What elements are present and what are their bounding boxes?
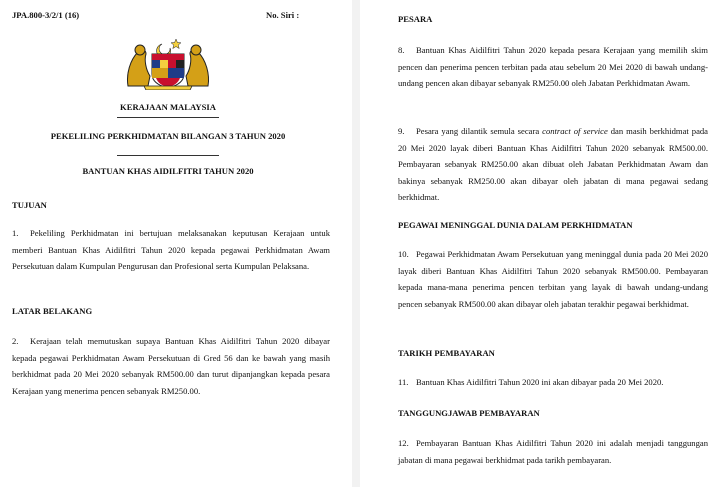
reference-number: JPA.800-3/2/1 (16) — [12, 10, 80, 20]
paragraph-2 — [12, 333, 330, 399]
section-heading: PESARA — [398, 14, 433, 24]
section-heading: TANGGUNGJAWAB PEMBAYARAN — [398, 408, 540, 418]
section-heading: TUJUAN — [12, 200, 47, 210]
divider — [117, 155, 219, 156]
government-title: KERAJAAN MALAYSIA — [120, 102, 216, 112]
paragraph-number: 10. — [398, 249, 409, 259]
paragraph-number: 11. — [398, 377, 409, 387]
page-gutter — [352, 0, 360, 487]
divider — [117, 117, 219, 118]
section-heading: TARIKH PEMBAYARAN — [398, 348, 495, 358]
paragraph-11 — [398, 374, 708, 391]
circular-subject: BANTUAN KHAS AIDILFITRI TAHUN 2020 — [82, 166, 254, 176]
coat-of-arms-icon — [120, 36, 216, 90]
paragraph-number: 9. — [398, 126, 405, 136]
paragraph-text: Bantuan Khas Aidilfitri Tahun 2020 kepada pesara Kerajaan yang memilih skim pencen dan penerima pencen terbitan pada atau sebelum 20 Mei 2020 di bawah undang-undang pencen akan dibayar sebanyak RM250.00 oleh Jabatan Perkhidmatan Awam. — [398, 45, 708, 88]
paragraph-number: 2. — [12, 336, 19, 346]
paragraph-text: Pesara yang dilantik semula secara — [416, 126, 543, 136]
paragraph-text: Pegawai Perkhidmatan Awam Persekutuan yang meninggal dunia pada 20 Mei 2020 layak diberi Bantuan Khas Aidilfitri Tahun 2020 sebanyak RM500.00. Pembayaran kepada mana-mana penerima pencen terbitan yang layak di bawah undang-undang pencen sebanyak RM500.00 akan dibayar oleh jabatan terakhir pegawai berkhidmat. — [398, 249, 708, 309]
section-heading: LATAR BELAKANG — [12, 306, 93, 316]
paragraph-1 — [12, 225, 330, 275]
circular-title: PEKELILING PERKHIDMATAN BILANGAN 3 TAHUN 2020 — [50, 131, 286, 141]
paragraph-text: Pekeliling Perkhidmatan ini bertujuan melaksanakan keputusan Kerajaan untuk memberi Bantuan Khas Aidilfitri Tahun 2020 kepada pegawai Perkhidmatan Awam Persekutuan dalam Kumpulan Pengurusan dan Profesional serta Kumpulan Pelaksana. — [12, 228, 330, 271]
paragraph-8 — [398, 42, 708, 92]
paragraph-text: Pembayaran Bantuan Khas Aidilfitri Tahun 2020 ini adalah menjadi tanggungan jabatan di mana pegawai berkhidmat pada tarikh pembayaran. — [398, 438, 708, 465]
paragraph-text: Bantuan Khas Aidilfitri Tahun 2020 ini akan dibayar pada 20 Mei 2020. — [416, 377, 664, 387]
paragraph-number: 8. — [398, 45, 405, 55]
paragraph-10 — [398, 246, 708, 312]
section-heading: PEGAWAI MENINGGAL DUNIA DALAM PERKHIDMATAN — [398, 220, 633, 230]
paragraph-12 — [398, 435, 708, 468]
serial-number-label: No. Siri : — [266, 10, 300, 20]
paragraph-9 — [398, 123, 708, 206]
right-page — [360, 0, 720, 487]
paragraph-text: dan masih berkhidmat pada 20 Mei 2020 layak diberi Bantuan Khas Aidilfitri Tahun 2020 sebanyak RM500.00. Pembayaran sebanyak RM250.00 akan dibuat oleh Jabatan Perkhidmatan Awam dan bakinya sebanyak RM250.00 akan dibayar oleh jabatan di mana pegawai sedang berkhidmat. — [398, 126, 709, 202]
left-page — [0, 0, 352, 487]
paragraph-text: Kerajaan telah memutuskan supaya Bantuan Khas Aidilfitri Tahun 2020 dibayar kepada pegawai Perkhidmatan Awam Persekutuan di Gred 56 dan ke bawah yang masih berkhidmat pada 20 Mei 2020 sebanyak RM500.00 dan turut dipanjangkan kepada pesara Kerajaan yang menerima pencen sebanyak RM250.00. — [12, 336, 330, 396]
paragraph-number: 12. — [398, 438, 409, 448]
paragraph-number: 1. — [12, 228, 19, 238]
italic-phrase: contract of service — [542, 126, 608, 136]
